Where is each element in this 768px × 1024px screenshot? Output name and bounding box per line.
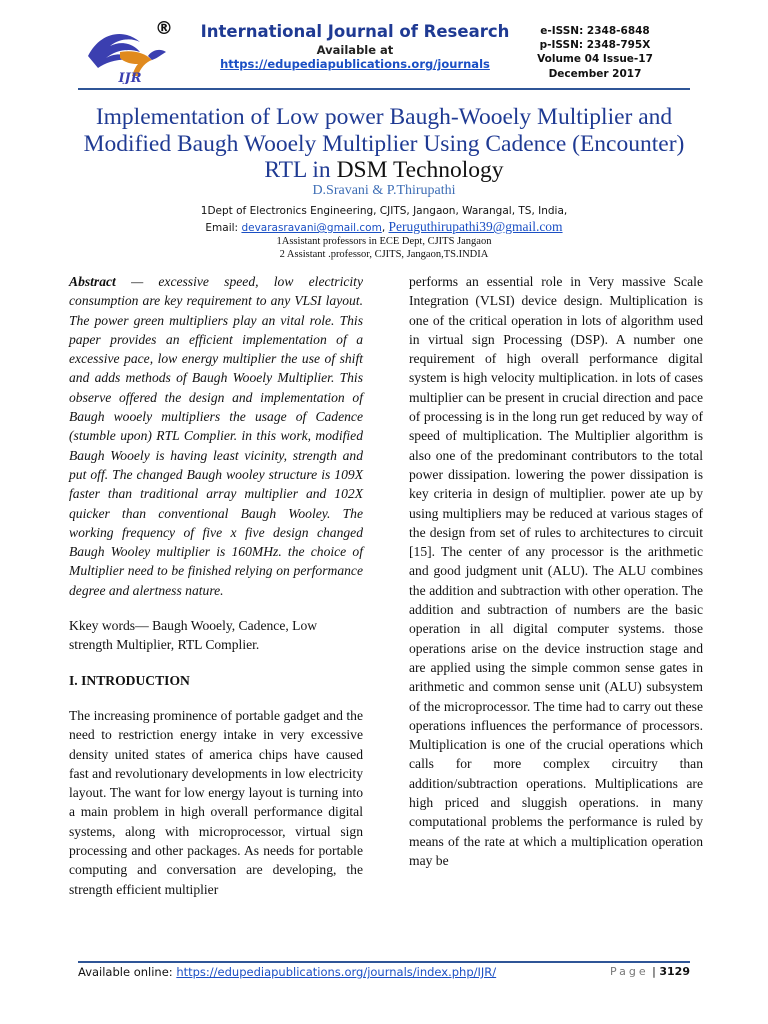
journal-url-link[interactable]: https://edupediapublications.org/journals (220, 57, 490, 71)
affiliation-1: 1Dept of Electronics Engineering, CJITS, Jangaon, Warangal, TS, India, (200, 205, 568, 217)
paper-title-end: DSM Technology (336, 157, 504, 183)
section-heading: I. INTRODUCTION (69, 672, 190, 688)
paper-title-main: Implementation of Low power Baugh-Wooely Multiplier and Modified Baugh Wooely Multiplier Using Cadence (Encounter) RTL in (83, 104, 685, 183)
affiliation-2: 1Assistant professors in ECE Dept, CJITS Jangaon (276, 236, 492, 247)
affiliation-3: 2 Assistant .professor, CJITS, Jangaon,TS.INDIA (279, 249, 489, 260)
abstract (69, 272, 363, 600)
page-separator: | (648, 965, 660, 978)
footer-label: Available online: (78, 965, 177, 979)
header-divider (78, 88, 690, 90)
right-column (409, 272, 703, 870)
email-link-1[interactable]: devarasravani@gmail.com (241, 222, 382, 234)
available-at-line (190, 43, 520, 71)
keywords: Kkey words— Baugh Wooely, Cadence, Low strength Multiplier, RTL Complier. (69, 618, 318, 653)
issn-block (525, 24, 665, 81)
footer-available-online (78, 965, 496, 979)
journal-name: International Journal of Research (200, 22, 510, 41)
email-link-2[interactable]: Peruguthirupathi39@gmail.com (388, 219, 563, 234)
footer-divider (78, 961, 690, 963)
left-column (69, 272, 363, 899)
abstract-label: Abstract (69, 274, 116, 289)
available-at-label: Available at (316, 43, 394, 57)
p-issn: p-ISSN: 2348-795X (539, 39, 651, 52)
page-label: Page (610, 965, 649, 978)
abstract-text: — excessive speed, low electricity consumption are key requirement to any VLSI layout. The power green multipliers play an vital role. This paper provides an efficient implementation of a excessive pace, low energy multiplier the use of shift and adds methods of Baugh Wooely Multiplier. This observe offered the design and implementation of Baugh wooely multipliers the usage of Cadence (stumble upon) RTL Complier. in this work, modified Baugh Wooely is having least vicinity, strength and put off. The changed Baugh wooley structure is 109X faster than traditional array multiplier and 102X quicker than conventional Baugh Wooley. The working frequency of five x five design changed Baugh Wooley multiplier is 160MHz. the choice of Multiplier need to be finished relying on performance degree and alertness nature. (69, 274, 363, 598)
volume-issue: Volume 04 Issue-17 (537, 53, 653, 66)
page-number: 3129 (659, 965, 690, 978)
intro-paragraph-left: The increasing prominence of portable gadget and the need to restriction energy intake in very excessive density united states of america chips have caused fast and revolutionary developments in low electricity layout. The want for low energy layout is turning into a main problem in high overall performance digital systems, along with microprocessor, virtual sign processing and other packages. As needs for portable computing and conversation are developing, the strength efficient multiplier (69, 707, 363, 897)
footer-page (610, 965, 690, 978)
footer-url-link[interactable]: https://edupediapublications.org/journals/index.php/IJR/ (176, 965, 497, 979)
intro-paragraph-right: performs an essential role in Very massive Scale Integration (VLSI) device design. Multiplication is one of the critical operation in lots of algorithm used in virtual sign Processing (DSP). A number one requirement of high overall performance digital system is high velocity multiplication. in lots of cases multiplier can be present in crucial direction and pace of processing is in the long run get reduced by way of speed of multiplication. The Multiplier algorithm is also one of the predominant contributors to the total power dissipation. lowering the power dissipation is key criteria in design of multiplier. power ate up by using multipliers may be reduced at various stages of the design from set of rules to architectures to circuit [15]. The center of any processor is the arithmetic and good judgment unit (ALU). The ALU combines the addition and subtraction with other operation. The addition and subtraction of numbers are the basic operation in all digital computer systems. those operations arise on the device instruction stage and are applied using the simple common sense gates in arithmetic and common sense unit (ALU) subsystem of the microprocessor. The time had to carry out these operations influences the performance of processors. Multiplication is one of the crucial operations which calls for more complex circuitry than addition/subtraction operations. Multiplications are high priced and sluggish operations. in many computational problems the performance is ruled by means of the rate at which a multiplication operation may be (409, 274, 703, 868)
paper-title (60, 104, 708, 184)
email-line (60, 219, 708, 235)
e-issn: e-ISSN: 2348-6848 (540, 25, 650, 37)
email-separator: , (381, 222, 389, 234)
authors: D.Sravani & P.Thirupathi (312, 183, 456, 198)
issue-date: December 2017 (548, 67, 642, 80)
registered-mark: ® (155, 18, 173, 39)
svg-text:IJR: IJR (118, 71, 142, 84)
email-label: Email: (205, 222, 242, 234)
